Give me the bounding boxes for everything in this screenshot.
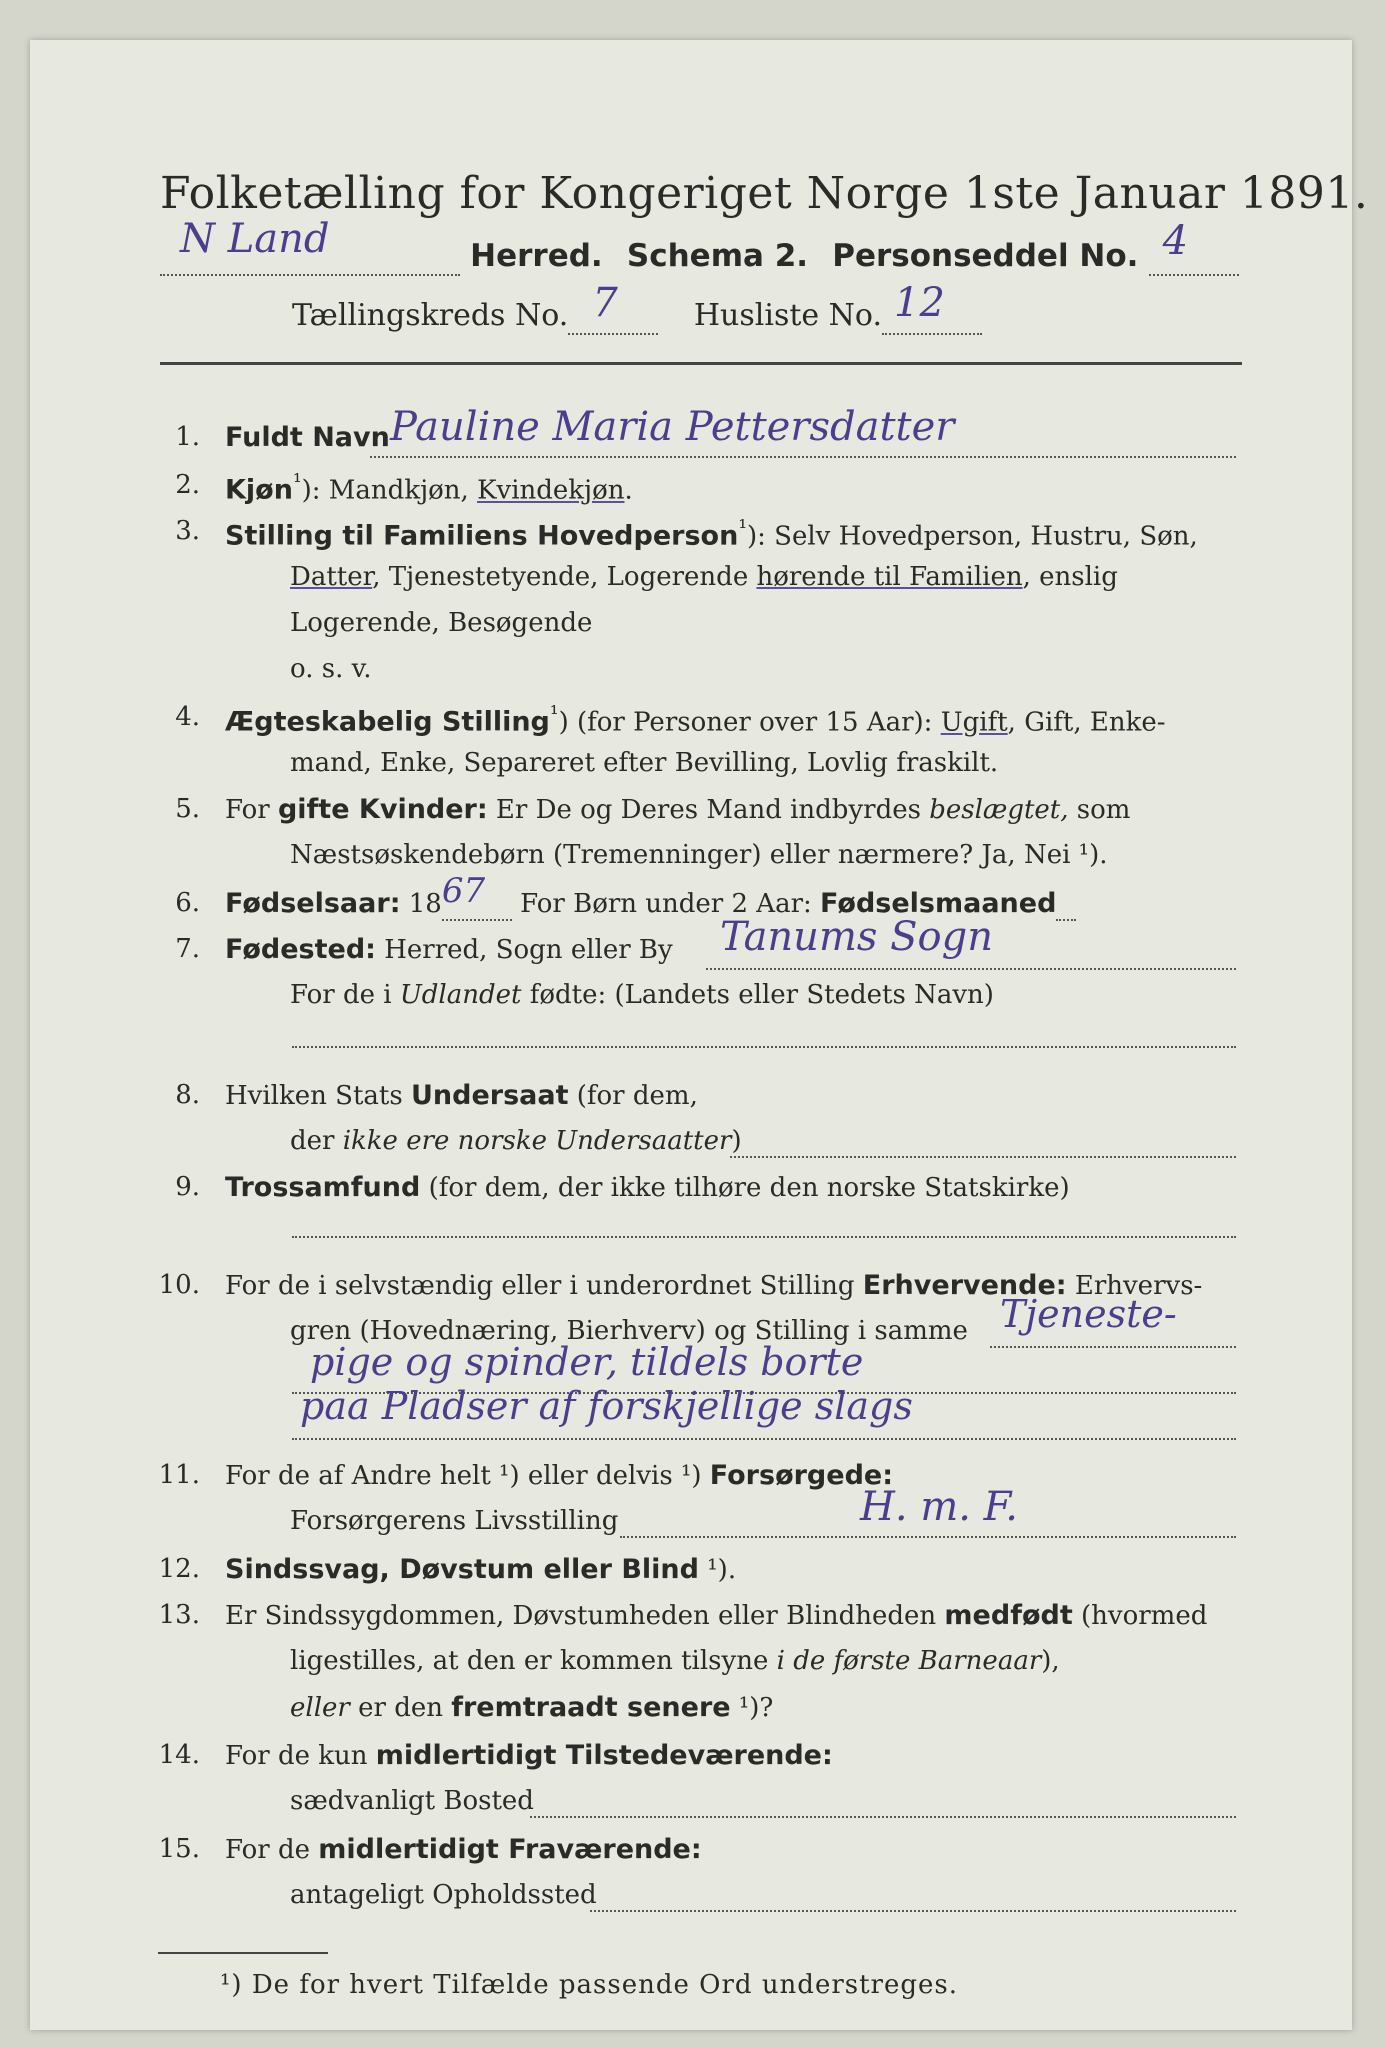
item-3-line-3-text: Logerende, Besøgende <box>290 608 593 638</box>
item-13-line-3c: ¹)? <box>730 1693 774 1723</box>
item-7-label: Fødested: <box>225 934 376 965</box>
husliste-field <box>882 280 982 335</box>
item-7-number: 7. <box>175 934 200 964</box>
item-9-text: (for dem, der ikke tilhøre den norske Statskirke) <box>420 1173 1070 1203</box>
header-rule <box>160 362 1242 365</box>
item-11-number: 11. <box>158 1460 200 1490</box>
item-12-number: 12. <box>158 1554 200 1584</box>
item-2-number: 2. <box>175 470 200 500</box>
item-10-text-b: Erhvervs- <box>1066 1271 1203 1301</box>
item-5-italic: beslægtet, <box>929 795 1069 825</box>
item-1-value: Pauline Maria Pettersdatter <box>390 404 955 450</box>
item-3-line-2a: , Tjenestetyende, Logerende <box>372 562 757 592</box>
item-13-line-1c: (hvormed <box>1072 1601 1208 1631</box>
item-13-number: 13. <box>158 1600 200 1630</box>
item-8-line-2b: ) <box>731 1126 742 1156</box>
item-2-sup: ¹ <box>292 470 302 495</box>
item-10-value-2: pige og spinder, tildels borte <box>310 1340 864 1384</box>
item-6-label: Fødselsaar: <box>225 888 401 919</box>
item-4-line-1a: ) (for Personer over 15 Aar): <box>558 707 941 738</box>
item-14-number: 14. <box>158 1740 200 1770</box>
item-7-line-2b: fødte: (Landets eller Stedets Navn) <box>521 980 994 1010</box>
item-3-underlined-1: Datter <box>290 562 373 592</box>
item-10-line-2-text: gren (Hovednæring, Bierhverv) og Stilling i samme <box>290 1316 968 1346</box>
item-11-text-a: For de af Andre helt ¹) eller delvis ¹) <box>225 1461 710 1491</box>
item-10-value-3: paa Pladser af forskjellige slags <box>300 1384 913 1428</box>
item-3-line-1: ): Selv Hovedperson, Hustru, Søn, <box>747 521 1198 552</box>
item-14-line-2-text: sædvanligt Bosted <box>290 1786 534 1816</box>
item-11-line <box>620 1536 1236 1538</box>
item-5-number: 5. <box>175 794 200 824</box>
item-8-number: 8. <box>175 1080 200 1110</box>
item-6-value-prefix: 18 <box>400 889 442 919</box>
husliste-label: Husliste No. <box>693 298 883 333</box>
item-13-bold-2: fremtraadt senere <box>451 1692 731 1723</box>
herred-field <box>160 216 460 276</box>
item-6-number: 6. <box>175 888 200 918</box>
item-3-line-2b: , enslig <box>1022 562 1118 592</box>
item-13-line-3a: er den <box>349 1693 452 1723</box>
item-13-line-1a: Er Sindssygdommen, Døvstumheden eller Blindheden <box>225 1601 945 1631</box>
item-13-italic: i de første Barneaar <box>776 1646 1042 1676</box>
item-10-text-a: For de i selvstændig eller i underordnet Stilling <box>225 1271 863 1301</box>
item-10-label: Erhvervende: <box>862 1270 1067 1301</box>
item-3-number: 3. <box>175 516 200 546</box>
item-4-line-2-text: mand, Enke, Separeret efter Bevilling, Lovlig fraskilt. <box>290 748 999 778</box>
item-5-label: gifte Kvinder: <box>277 794 488 825</box>
item-8-label: Undersaat <box>410 1080 569 1111</box>
item-3-line-4-text: o. s. v. <box>290 654 372 684</box>
item-6-field <box>441 871 512 921</box>
item-3-sup: ¹ <box>738 516 747 541</box>
husliste-value: 12 <box>894 280 945 326</box>
taellingskreds-label: Tællingskreds No. <box>292 298 569 333</box>
header-line-2 <box>292 280 982 335</box>
form-title: Folketælling for Kongeriget Norge 1ste Januar 1891. <box>160 168 1369 219</box>
item-5-pre: For <box>225 795 278 825</box>
header-line-1 <box>160 216 1239 276</box>
item-13-line-2a: ligestilles, at den er kommen tilsyne <box>290 1646 777 1676</box>
item-5-line-1a: Er De og Deres Mand indbyrdes <box>487 795 930 825</box>
item-15-line-2-text: antageligt Opholdssted <box>290 1880 597 1910</box>
item-6-label-2: Fødselsmaaned <box>820 888 1057 919</box>
item-1-label: Fuldt Navn <box>225 422 390 453</box>
item-13-italic-2: eller <box>290 1693 350 1723</box>
item-15-line <box>590 1910 1236 1912</box>
item-3-label: Stilling til Familiens Hovedperson <box>225 520 739 552</box>
item-7-line-2a: For de i <box>290 980 400 1010</box>
item-4-label: Ægteskabelig Stilling <box>225 706 550 738</box>
item-7-value: Tanums Sogn <box>720 914 993 960</box>
item-4-sup: ¹ <box>549 702 559 727</box>
item-14-text-a: For de kun <box>225 1741 376 1771</box>
item-6-value: 67 <box>441 871 486 911</box>
item-3-underlined-2: hørende til Familien <box>756 562 1023 592</box>
item-13-line-2b: ), <box>1041 1646 1060 1676</box>
item-7-line <box>706 968 1236 970</box>
item-10-line-a <box>990 1346 1236 1348</box>
item-1-number: 1. <box>175 422 200 452</box>
item-6-field-2 <box>1056 889 1076 921</box>
item-4-line-1b: , Gift, Enke- <box>1007 707 1166 738</box>
item-12-label: Sindssvag, Døvstum eller Blind <box>225 1554 699 1585</box>
item-2-text: ): Mandkjøn, <box>301 475 478 506</box>
schema-label: Schema 2. <box>626 238 809 274</box>
item-10-value-1: Tjeneste- <box>1000 1292 1177 1336</box>
item-9-number: 9. <box>175 1172 200 1202</box>
personseddel-label: Personseddel No. <box>832 238 1139 274</box>
item-15-text-a: For de <box>225 1835 319 1865</box>
item-8-italic: ikke ere norske Undersaatter <box>342 1126 732 1156</box>
footnote-rule <box>158 1952 328 1954</box>
personseddel-value: 4 <box>1162 218 1189 264</box>
item-2-underlined: Kvindekjøn <box>477 475 625 506</box>
item-10-line-c <box>292 1438 1236 1440</box>
item-5-line-2-text: Næstsøskendebørn (Tremenninger) eller nærmere? Ja, Nei ¹). <box>290 840 1108 870</box>
item-1-line <box>370 456 1236 458</box>
footnote: ¹) De for hvert Tilfælde passende Ord understreges. <box>220 1970 959 2000</box>
item-8-text-b: (for dem, <box>568 1081 698 1111</box>
item-14-line <box>530 1816 1236 1818</box>
item-15-label: midlertidigt Fraværende: <box>318 1834 702 1865</box>
item-2-end: . <box>624 475 633 506</box>
item-8-line <box>730 1156 1236 1158</box>
item-11-label: Forsørgede: <box>709 1460 894 1491</box>
census-sheet <box>30 40 1369 2030</box>
item-9-label: Trossamfund <box>225 1172 421 1203</box>
personseddel-field <box>1149 218 1239 276</box>
item-7-italic: Udlandet <box>399 980 522 1010</box>
taellingskreds-field <box>568 280 658 335</box>
item-7-text: Herred, Sogn eller By <box>375 935 673 965</box>
item-14-label: midlertidigt Tilstedeværende: <box>375 1740 833 1771</box>
item-13-bold: medfødt <box>944 1600 1073 1631</box>
item-6-text: For Børn under 2 Aar: <box>511 889 821 919</box>
item-8-line-2a: der <box>290 1126 343 1156</box>
taellingskreds-value: 7 <box>592 280 618 326</box>
herred-handwritten: N Land <box>180 216 330 262</box>
item-4-number: 4. <box>175 702 200 732</box>
item-11-line-2-text: Forsørgerens Livsstilling <box>290 1506 619 1536</box>
item-10-number: 10. <box>158 1270 200 1300</box>
herred-label: Herred. <box>470 238 603 274</box>
item-8-text-a: Hvilken Stats <box>225 1081 411 1111</box>
item-5-line-1b: som <box>1068 795 1131 825</box>
item-4-underlined: Ugift <box>940 707 1008 738</box>
item-15-number: 15. <box>158 1834 200 1864</box>
item-9-blank-line <box>292 1236 1236 1238</box>
item-7-blank-line <box>292 1046 1236 1048</box>
item-11-value: H. m. F. <box>860 1484 1018 1530</box>
item-12-text: ¹). <box>698 1555 737 1585</box>
item-2-label: Kjøn <box>225 474 293 506</box>
